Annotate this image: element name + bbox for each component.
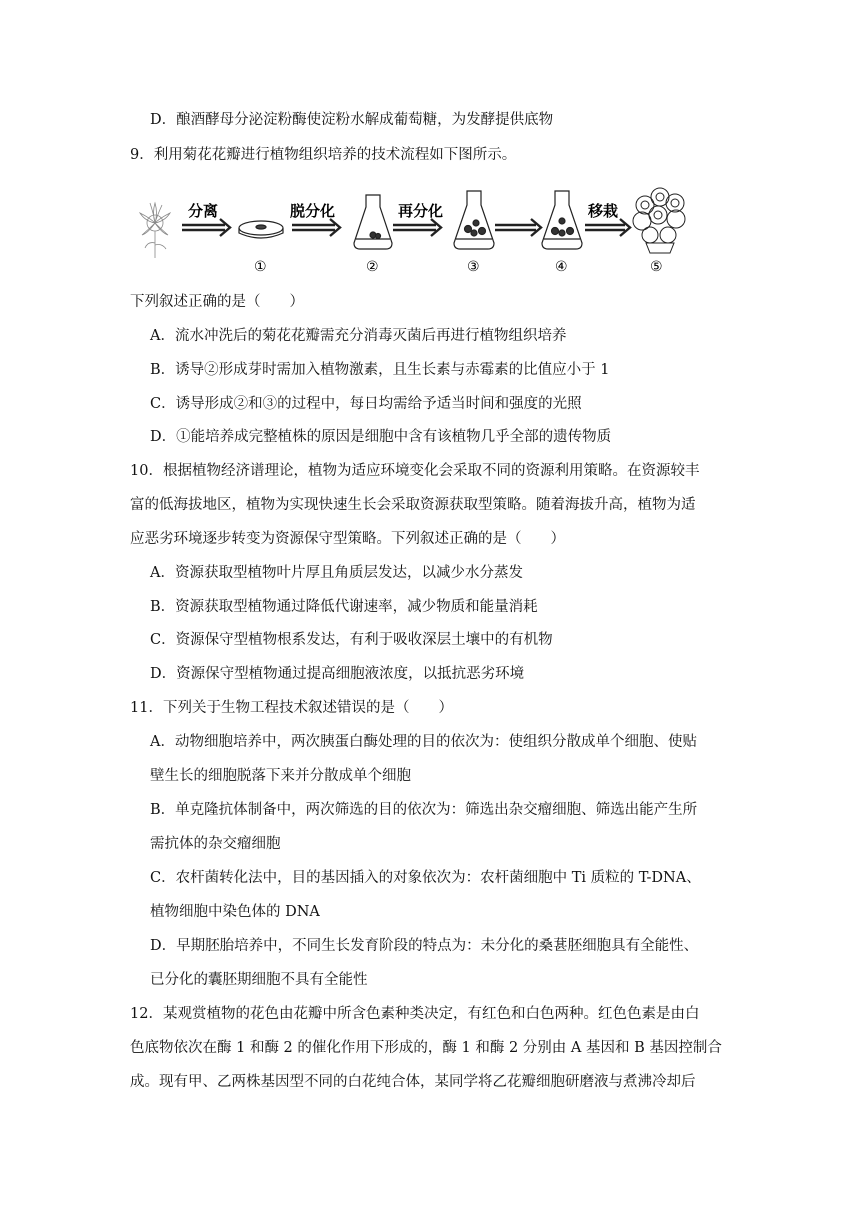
question-11: 11．下列关于生物工程技术叙述错误的是（ ） [130,700,453,716]
q8-option-d: D．酿酒酵母分泌淀粉酶使淀粉水解成葡萄糖，为发酵提供底物 [150,112,554,128]
petri-dish-icon [239,221,283,238]
q10-option-b: B．资源获取型植物通过降低代谢速率，减少物质和能量消耗 [150,599,538,615]
q11-option-a-line-2: 壁生长的细胞脱落下来并分散成单个细胞 [150,768,411,784]
q10-option-c: C．资源保守型植物根系发达，有利于吸收深层土壤中的有机物 [150,632,553,648]
q9-option-c: C．诱导形成②和③的过程中，每日均需给予适当时间和强度的光照 [150,396,582,412]
question-10-line-2: 富的低海拔地区，植物为实现快速生长会采取资源获取型策略。随着海拔升高，植物为适 [130,497,696,513]
q11-option-c-line-1: C．农杆菌转化法中，目的基因插入的对象依次为：农杆菌细胞中 Ti 质粒的 T-DNA、 [150,870,701,886]
q9-option-a: A．流水冲洗后的菊花花瓣需充分消毒灭菌后再进行植物组织培养 [150,328,567,344]
chrysanthemum-icon [140,203,170,258]
q11-option-d-line-2: 已分化的囊胚期细胞不具有全能性 [150,972,368,988]
potted-plant-icon [633,188,685,253]
step-label-dedifferentiation: 脱分化 [290,202,336,220]
q9-option-b: B．诱导②形成芽时需加入植物激素，且生长素与赤霉素的比值应小于 1 [150,362,610,378]
step-label-redifferentiation: 再分化 [398,202,444,220]
question-10-line-3: 应恶劣环境逐步转变为资源保守型策略。下列叙述正确的是（ ） [130,531,565,547]
question-9: 9．利用菊花花瓣进行植物组织培养的技术流程如下图所示。 [130,147,517,163]
stage-label: ⑤ [650,259,663,275]
flask-icon [542,191,582,249]
stage-label: ② [366,259,379,275]
tissue-culture-flow-diagram [130,183,730,275]
q11-option-d-line-1: D．早期胚胎培养中，不同生长发育阶段的特点为：未分化的桑葚胚细胞具有全能性、 [150,938,699,954]
q11-option-b-line-2: 需抗体的杂交瘤细胞 [150,836,281,852]
question-12-line-2: 色底物依次在酶 1 和酶 2 的催化作用下形成的，酶 1 和酶 2 分别由 A 基因和 B 基因控制合 [130,1040,722,1056]
q9-option-d: D．①能培养成完整植株的原因是细胞中含有该植物几乎全部的遗传物质 [150,429,612,445]
question-10-line-1: 10．根据植物经济谱理论，植物为适应环境变化会采取不同的资源利用策略。在资源较丰 [130,463,700,479]
question-12-line-1: 12．某观赏植物的花色由花瓣中所含色素种类决定，有红色和白色两种。红色色素是由白 [130,1006,700,1022]
q11-option-a-line-1: A．动物细胞培养中，两次胰蛋白酶处理的目的依次为：使组织分散成单个细胞、使贴 [150,734,697,750]
stage-label: ③ [467,259,480,275]
flask-icon [454,191,494,249]
flask-icon [354,195,392,249]
q11-option-b-line-1: B．单克隆抗体制备中，两次筛选的目的依次为：筛选出杂交瘤细胞、筛选出能产生所 [150,802,698,818]
q11-option-c-line-2: 植物细胞中染色体的 DNA [150,904,320,920]
step-label-transplant: 移栽 [588,202,619,220]
step-label-separate: 分离 [188,202,219,220]
stage-label: ④ [555,259,568,275]
stage-label: ① [254,259,267,275]
question-9-stem: 下列叙述正确的是（ ） [130,294,304,310]
q10-option-d: D．资源保守型植物通过提高细胞液浓度，以抵抗恶劣环境 [150,666,525,682]
q10-option-a: A．资源获取型植物叶片厚且角质层发达，以减少水分蒸发 [150,565,523,581]
question-12-line-3: 成。现有甲、乙两株基因型不同的白花纯合体，某同学将乙花瓣细胞研磨液与煮沸冷却后 [130,1074,696,1090]
